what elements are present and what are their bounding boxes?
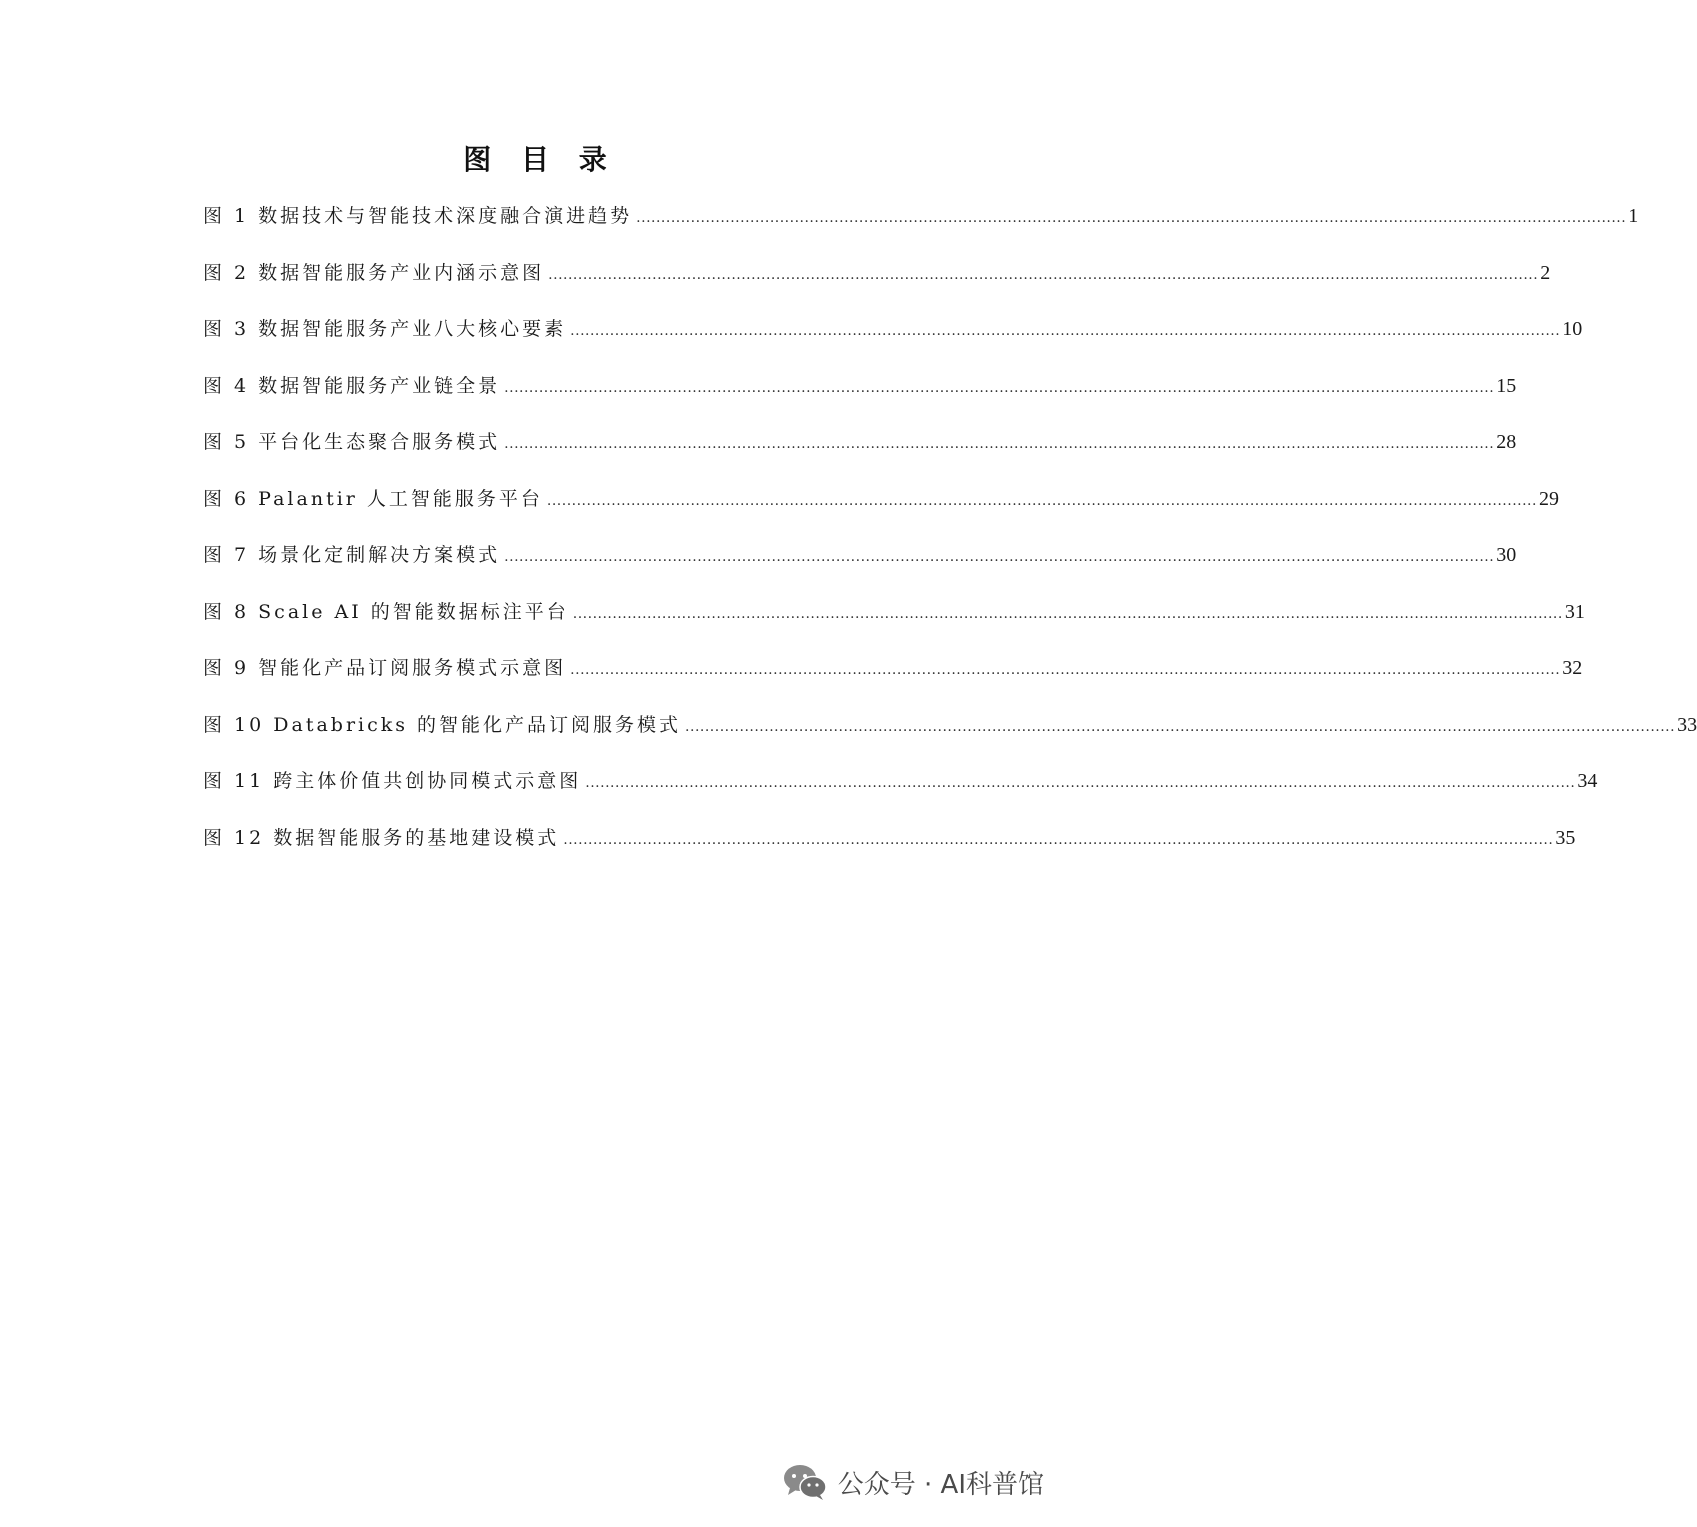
toc-entry[interactable] [203,422,1517,479]
toc-entry-label: 图 7 场景化定制解决方案模式 [203,544,501,566]
dot-leader: ........................................................................................................................................................................................................ [572,605,1563,622]
wechat-icon [782,1462,828,1502]
toc-entry[interactable] [203,818,1576,875]
toc-entry[interactable] [203,705,1697,762]
toc-entry-label: 图 10 Databricks 的智能化产品订阅服务模式 [203,713,682,736]
toc-entry-page: 10 [1562,318,1583,340]
toc-entry-page: 34 [1577,770,1598,792]
toc-entry-page: 30 [1496,544,1517,566]
toc-entry-label: 图 1 数据技术与智能技术深度融合演进趋势 [203,205,633,227]
toc-entry-page: 29 [1538,487,1559,510]
toc-entry-label: 图 4 数据智能服务产业链全景 [203,374,501,397]
watermark-text: 公众号 · AI科普馆 [837,1469,1044,1500]
dot-leader: ........................................................................................................................................................................................................ [585,775,1576,791]
dot-leader: ........................................................................................................................................................................................................ [548,266,1539,283]
toc-entry[interactable] [203,366,1517,423]
toc-entry[interactable] [203,761,1598,818]
toc-entry-page: 28 [1496,431,1517,453]
account-watermark [782,1462,1044,1502]
toc-entry-page: 2 [1540,261,1551,284]
toc-entry[interactable] [203,309,1583,366]
toc-entry-page: 31 [1564,600,1585,623]
toc-entry-label: 图 9 智能化产品订阅服务模式示意图 [203,657,567,679]
dot-leader: ........................................................................................................................................................................................................ [570,323,1561,339]
toc-entry[interactable] [203,592,1585,649]
dot-leader: ........................................................................................................................................................................................................ [636,210,1627,226]
toc-entry[interactable] [203,196,1639,253]
figure-index-list [203,196,1697,874]
toc-entry[interactable] [203,253,1551,310]
toc-entry-label: 图 12 数据智能服务的基地建设模式 [203,826,560,849]
toc-entry-label: 图 3 数据智能服务产业八大核心要素 [203,318,567,340]
toc-entry-page: 15 [1496,374,1517,397]
toc-entry-page: 32 [1562,657,1583,679]
dot-leader: ........................................................................................................................................................................................................ [546,492,1537,509]
dot-leader: ........................................................................................................................................................................................................ [685,718,1676,735]
toc-entry-label: 图 2 数据智能服务产业内涵示意图 [203,261,545,284]
dot-leader: ........................................................................................................................................................................................................ [570,662,1561,678]
page-title: 图 目 录 [463,143,617,176]
toc-entry[interactable] [203,535,1517,592]
toc-entry-page: 35 [1555,826,1576,849]
dot-leader: ........................................................................................................................................................................................................ [563,831,1554,848]
toc-entry-label: 图 5 平台化生态聚合服务模式 [203,431,501,453]
dot-leader: ........................................................................................................................................................................................................ [504,379,1495,396]
toc-entry-page: 33 [1677,713,1697,736]
toc-entry-label: 图 11 跨主体价值共创协同模式示意图 [203,770,582,792]
toc-entry-label: 图 8 Scale AI 的智能数据标注平台 [203,600,569,623]
toc-entry[interactable] [203,648,1583,705]
dot-leader: ........................................................................................................................................................................................................ [504,436,1495,452]
toc-entry[interactable] [203,479,1559,536]
toc-entry-label: 图 6 Palantir 人工智能服务平台 [203,487,543,510]
dot-leader: ........................................................................................................................................................................................................ [504,549,1495,565]
toc-entry-page: 1 [1628,205,1639,227]
